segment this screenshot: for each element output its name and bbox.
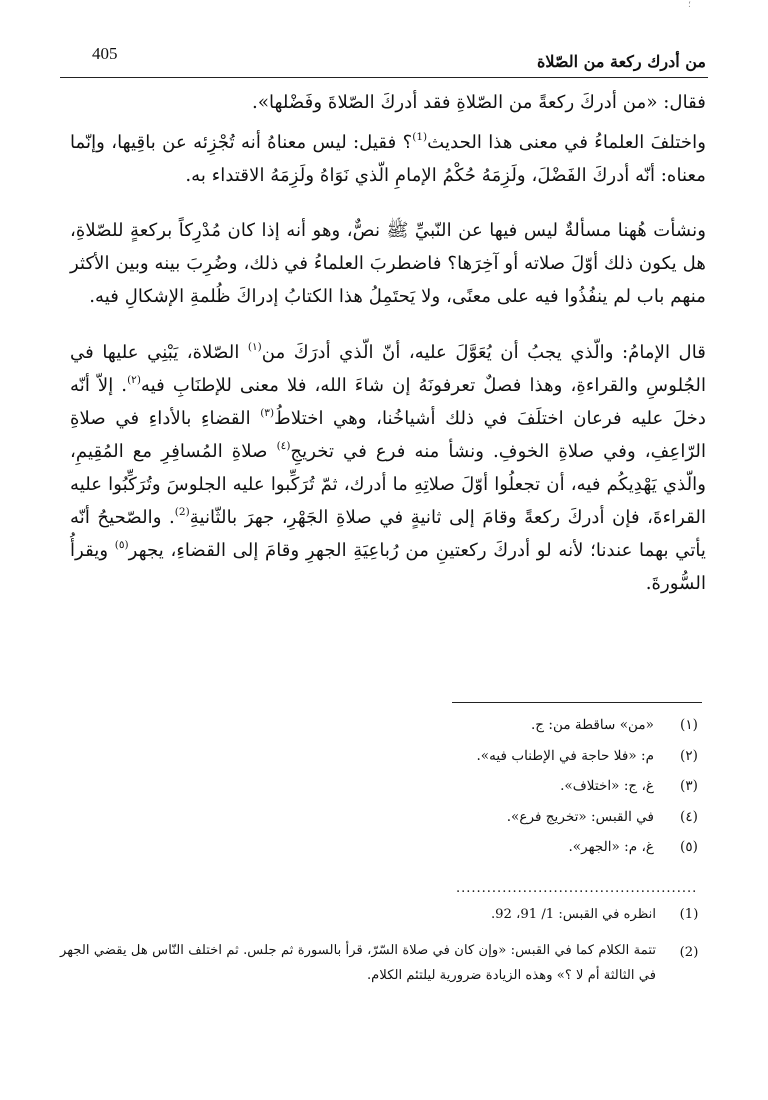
footnote <box>80 771 704 802</box>
footnote-text: في القبس: «تخريج فرع». <box>506 808 654 825</box>
text-run: القضاءِ بالأداءِ في صلاةِ الرّاعِفِ، وفي صلاةِ الخوفِ. ونشأ منه فرع في تخريجِ <box>70 408 707 462</box>
footnote <box>80 832 704 863</box>
footnote-text: «من» ساقطة من: ج. <box>530 717 654 733</box>
note-ref: (2) <box>174 506 190 518</box>
editor-notes <box>60 900 704 983</box>
paragraph-issue: ونشأت هُهنا مسألةٌ ليس فيها عن النّبيِّ ﷺ نصٌّ، وهو أنه إذا كان مُدْرِكاً بركعةٍ للصّلاةِ، هل يكون ذلك أوّلَ صلاته أو آخِرَها؟ فاضطربَ العلماءُ في ذلك، وضُرِبَ بينه وبين الأكثر منهم باب لم ينفُذُوا فيه على معنًى، ولا يَحتَمِلُ هذا الكتابُ إدراكَ ظُلمةِ الإشكالِ فيه. <box>70 220 706 307</box>
text-run: صلاةِ المُسافِرِ مع المُقِيمِ، والّذي يَهْدِيكُم فيه، أن تجعلُوا أوّلَ صلاتِهِ ما أدرك، ثمّ تُرَكِّبوا عليه الجلوسَ وتُرَكِّبُوا عليه القراءةَ، فإن أدركَ ركعةً وقامَ إلى ثانيةٍ في صلاةِ الجَهْرِ، جهرَ بالثّانيةِ <box>70 441 707 528</box>
footnote-text: غ، ج: «اختلاف». <box>560 778 654 794</box>
page-number: 405 <box>92 44 118 63</box>
footnote <box>80 710 704 741</box>
running-head: من أدرك ركعة من الصّلاة <box>536 52 706 71</box>
footnote-text: م: «فلا حاجة في الإطناب فيه». <box>476 747 654 764</box>
editor-note-number: (2) <box>679 945 699 960</box>
footnote-number: (٤) <box>680 808 698 825</box>
footnote-rule <box>452 702 702 703</box>
text-run: الصّلاة، يَبْنِي عليها في الجُلوسِ والقراءةِ، وهذا فصلٌ تعرفونَهُ إن شاءَ الله، فلا معنى للإطنَابِ فيه <box>70 342 707 396</box>
footnote-number: (٥) <box>680 839 698 855</box>
paragraph-hadith: فقال: «من أدركَ ركعةً من الصّلاةِ فقد أدركَ الصّلاةَ وفَضْلها». <box>252 92 706 113</box>
header-rule <box>60 77 708 78</box>
text-run: قال الإمامُ: والّذي يجبُ أن يُعَوَّلَ عليه، أنّ الّذي أدرَكَ من <box>261 342 706 363</box>
editor-note-text: انظره في القبس: 1/ 91، 92. <box>490 907 656 922</box>
editor-note <box>60 900 704 938</box>
page-header <box>60 44 708 78</box>
footnote-number: (٢) <box>680 747 698 764</box>
editor-note-number: (1) <box>679 907 699 922</box>
dotted-separator: ............................................... <box>456 885 698 893</box>
corner-mark: ؛ <box>688 0 691 10</box>
footnote <box>80 741 704 772</box>
paragraph-imam <box>70 336 706 600</box>
text-run: واختلفَ العلماءُ في معنى هذا الحديث <box>427 132 706 153</box>
text-run: . والصّحيحُ أنّه يأتي بهما عندنا؛ لأنه لو أدركَ ركعتينِ من رُباعِيَةِ الجهرِ وقامَ إلى القضاءِ، يجهر <box>70 507 706 561</box>
footnotes <box>80 710 704 863</box>
footnote-text: غ، م: «الجهر». <box>568 839 654 855</box>
footnote-number: (٣) <box>680 778 698 794</box>
text-run: ويقرأُ السُّورةَ. <box>70 540 706 594</box>
text-run: ؟ فقيل: ليس معناهُ أنه تُجْزِئه عن باقِيها، وإنّما معناه: أنّه أدركَ الفَضْلَ، ولَزِمَهُ حُكْمُ الإمامِ الّذي نَوَاهُ ولَزِمَهُ الاقتداء به. <box>70 132 706 186</box>
note-ref: (٤) <box>276 440 291 452</box>
note-ref: (١) <box>247 341 262 353</box>
note-ref: (1) <box>412 131 428 143</box>
editor-note-text: تتمة الكلام كما في القبس: «وإن كان في صلاة السّرّ، قرأ بالسورة ثم جلس. ثم اختلف النّاس هل يقضي الجهر في الثالثة أم لا ؟» وهذه الزيادة ضرورية ليلتئم الكلام. <box>60 943 656 983</box>
text-run: . إلاّ أنّه دخلَ عليه فرعان اختلَفَ في ذلك أشياخُنا، وهي اختلاطُ <box>70 375 706 429</box>
main-text <box>70 86 706 600</box>
footnote-number: (١) <box>680 717 698 733</box>
note-ref: (٢) <box>127 374 141 386</box>
note-ref: (٥) <box>114 539 129 551</box>
paragraph-scholars <box>70 126 706 192</box>
footnote <box>80 802 704 833</box>
note-ref: (٣) <box>260 407 275 419</box>
